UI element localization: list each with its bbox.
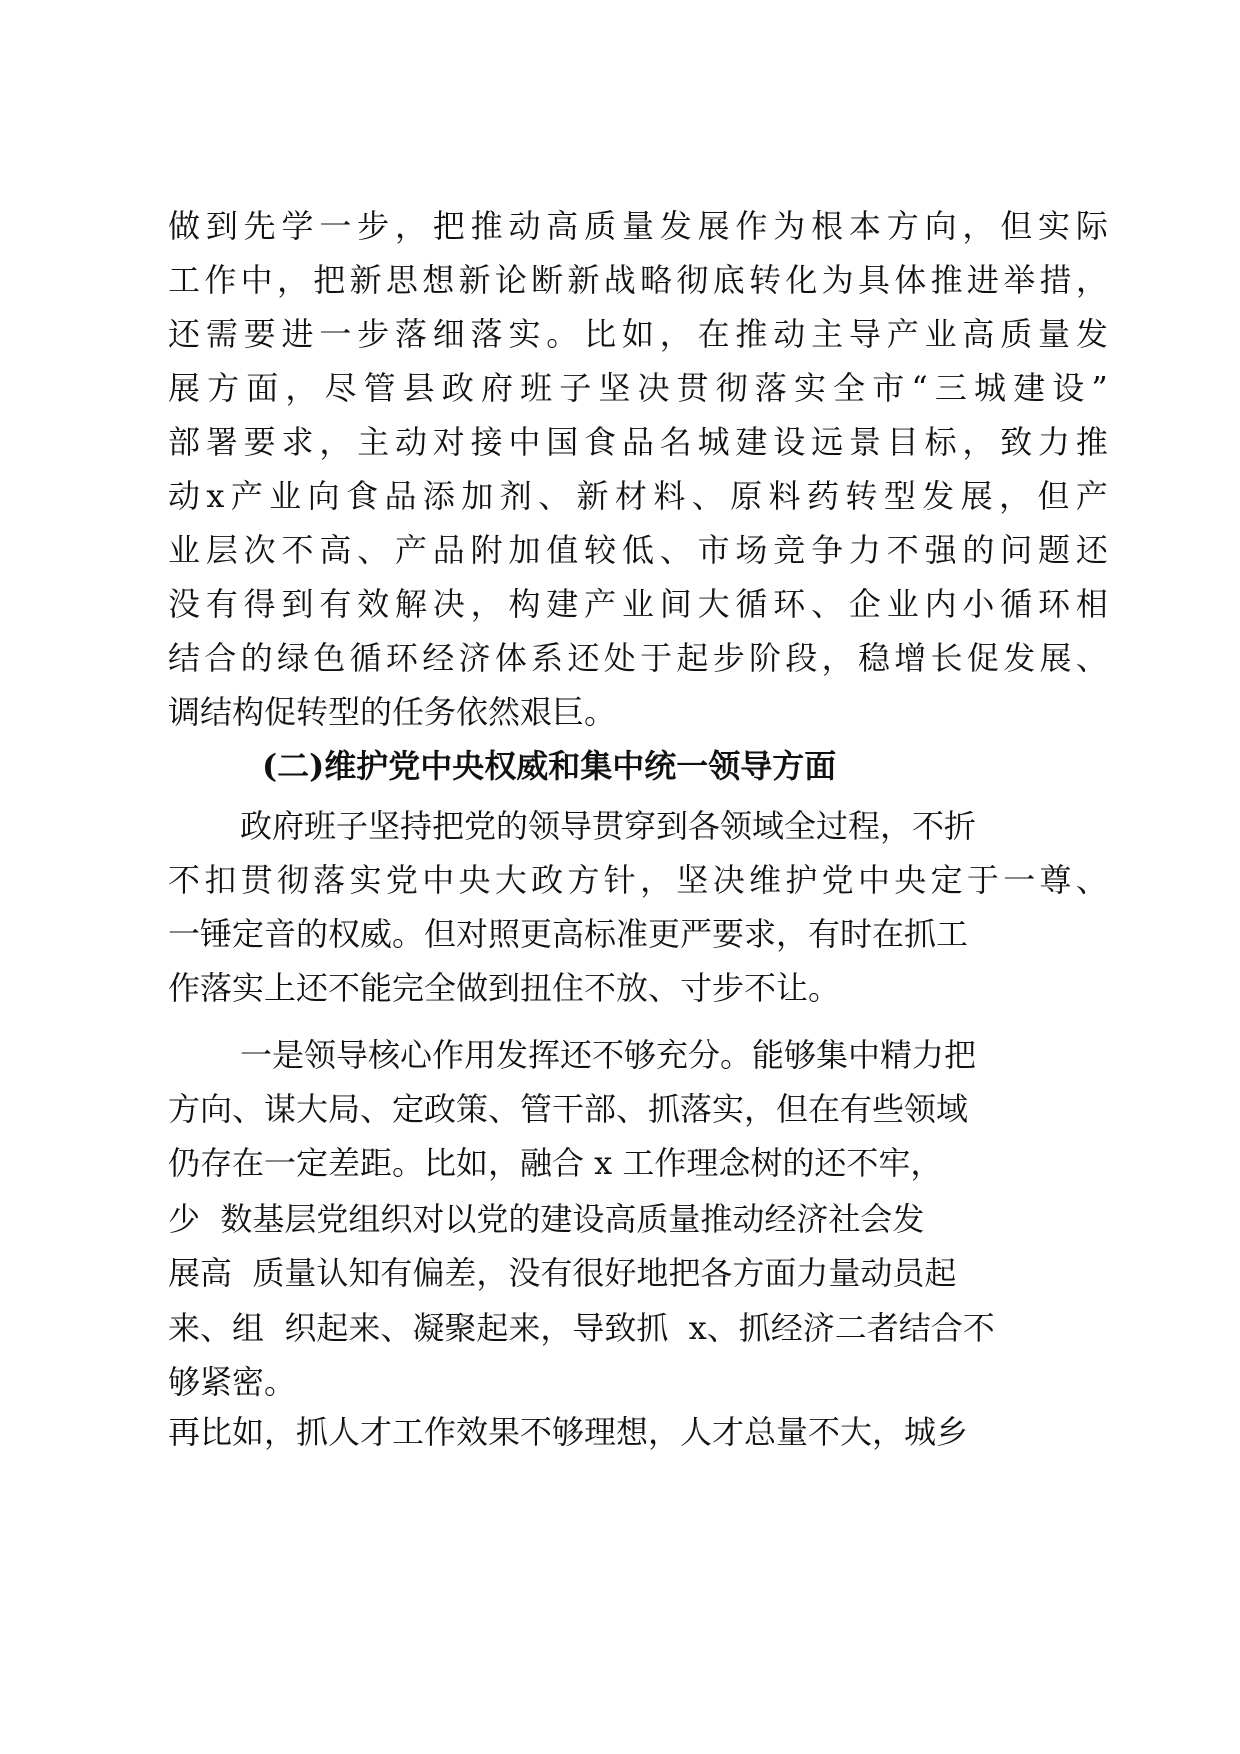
paragraph-3-line-2: 方向、谋大局、定政策、管干部、抓落实，但在有些领域: [168, 1090, 969, 1128]
paragraph-3-line-8: 再比如，抓人才工作效果不够理想，人才总量不大，城乡: [168, 1413, 969, 1451]
paragraph-1-line-1: 做 到 先 学 一 步 ， 把 推 动 高 质 量 发 展 作 为 根 本 方 向 ， 但 实 际: [168, 207, 1108, 245]
paragraph-3-line-7: 够紧密。: [168, 1363, 297, 1401]
paragraph-1-line-9: 结 合 的 绿 色 循 环 经 济 体 系 还 处 于 起 步 阶 段 ， 稳 增 长 促 发 展 、: [168, 639, 1108, 677]
paragraph-3-line-4: 少 数基层党组织对以党的建设高质量推动经济社会发: [168, 1200, 925, 1238]
paragraph-1-line-8: 没 有 得 到 有 效 解 决 ， 构 建 产 业 间 大 循 环 、 企 业 内 小 循 环 相: [168, 585, 1108, 623]
paragraph-2-line-1: 政府班子坚持把党的领导贯穿到各领域全过程，不折: [240, 807, 977, 845]
section-heading: (二)维护党中央权威和集中统一领导方面: [262, 747, 837, 785]
paragraph-3-line-6: 来、组 织起来、凝聚起来，导致抓 x、抓经济二者结合不: [168, 1309, 995, 1347]
paragraph-3-line-5: 展高 质量认知有偏差，没有很好地把各方面力量动员起: [168, 1254, 957, 1292]
paragraph-1-line-4: 展 方 面 ， 尽 管 县 政 府 班 子 坚 决 贯 彻 落 实 全 市 “ 三 城 建 设 ”: [168, 369, 1108, 407]
paragraph-2-line-3: 一锤定音的权威。但对照更高标准更严要求，有时在抓工: [168, 915, 969, 953]
paragraph-1-line-10: 调结构促转型的任务依然艰巨。: [168, 693, 617, 731]
paragraph-1-line-5: 部 署 要 求 ， 主 动 对 接 中 国 食 品 名 城 建 设 远 景 目 标 ， 致 力 推: [168, 423, 1108, 461]
paragraph-1-line-6: 动 x 产 业 向 食 品 添 加 剂 、 新 材 料 、 原 料 药 转 型 发 展 ， 但 产: [168, 477, 1108, 515]
paragraph-3-line-3: 仍存在一定差距。比如，融合 x 工作理念树的还不牢，: [168, 1144, 943, 1182]
paragraph-2-line-2: 不 扣 贯 彻 落 实 党 中 央 大 政 方 针 ， 坚 决 维 护 党 中 央 定 于 一 尊 、: [168, 861, 1108, 899]
paragraph-1-line-3: 还 需 要 进 一 步 落 细 落 实 。 比 如 ， 在 推 动 主 导 产 业 高 质 量 发: [168, 315, 1108, 353]
paragraph-1-line-2: 工 作 中 ， 把 新 思 想 新 论 断 新 战 略 彻 底 转 化 为 具 体 推 进 举 措 ，: [168, 261, 1108, 299]
paragraph-2-line-4: 作落实上还不能完全做到扭住不放、寸步不让。: [168, 969, 841, 1007]
paragraph-1-line-7: 业 层 次 不 高 、 产 品 附 加 值 较 低 、 市 场 竞 争 力 不 强 的 问 题 还: [168, 531, 1108, 569]
paragraph-3-line-1: 一是领导核心作用发挥还不够充分。能够集中精力把: [240, 1036, 977, 1074]
